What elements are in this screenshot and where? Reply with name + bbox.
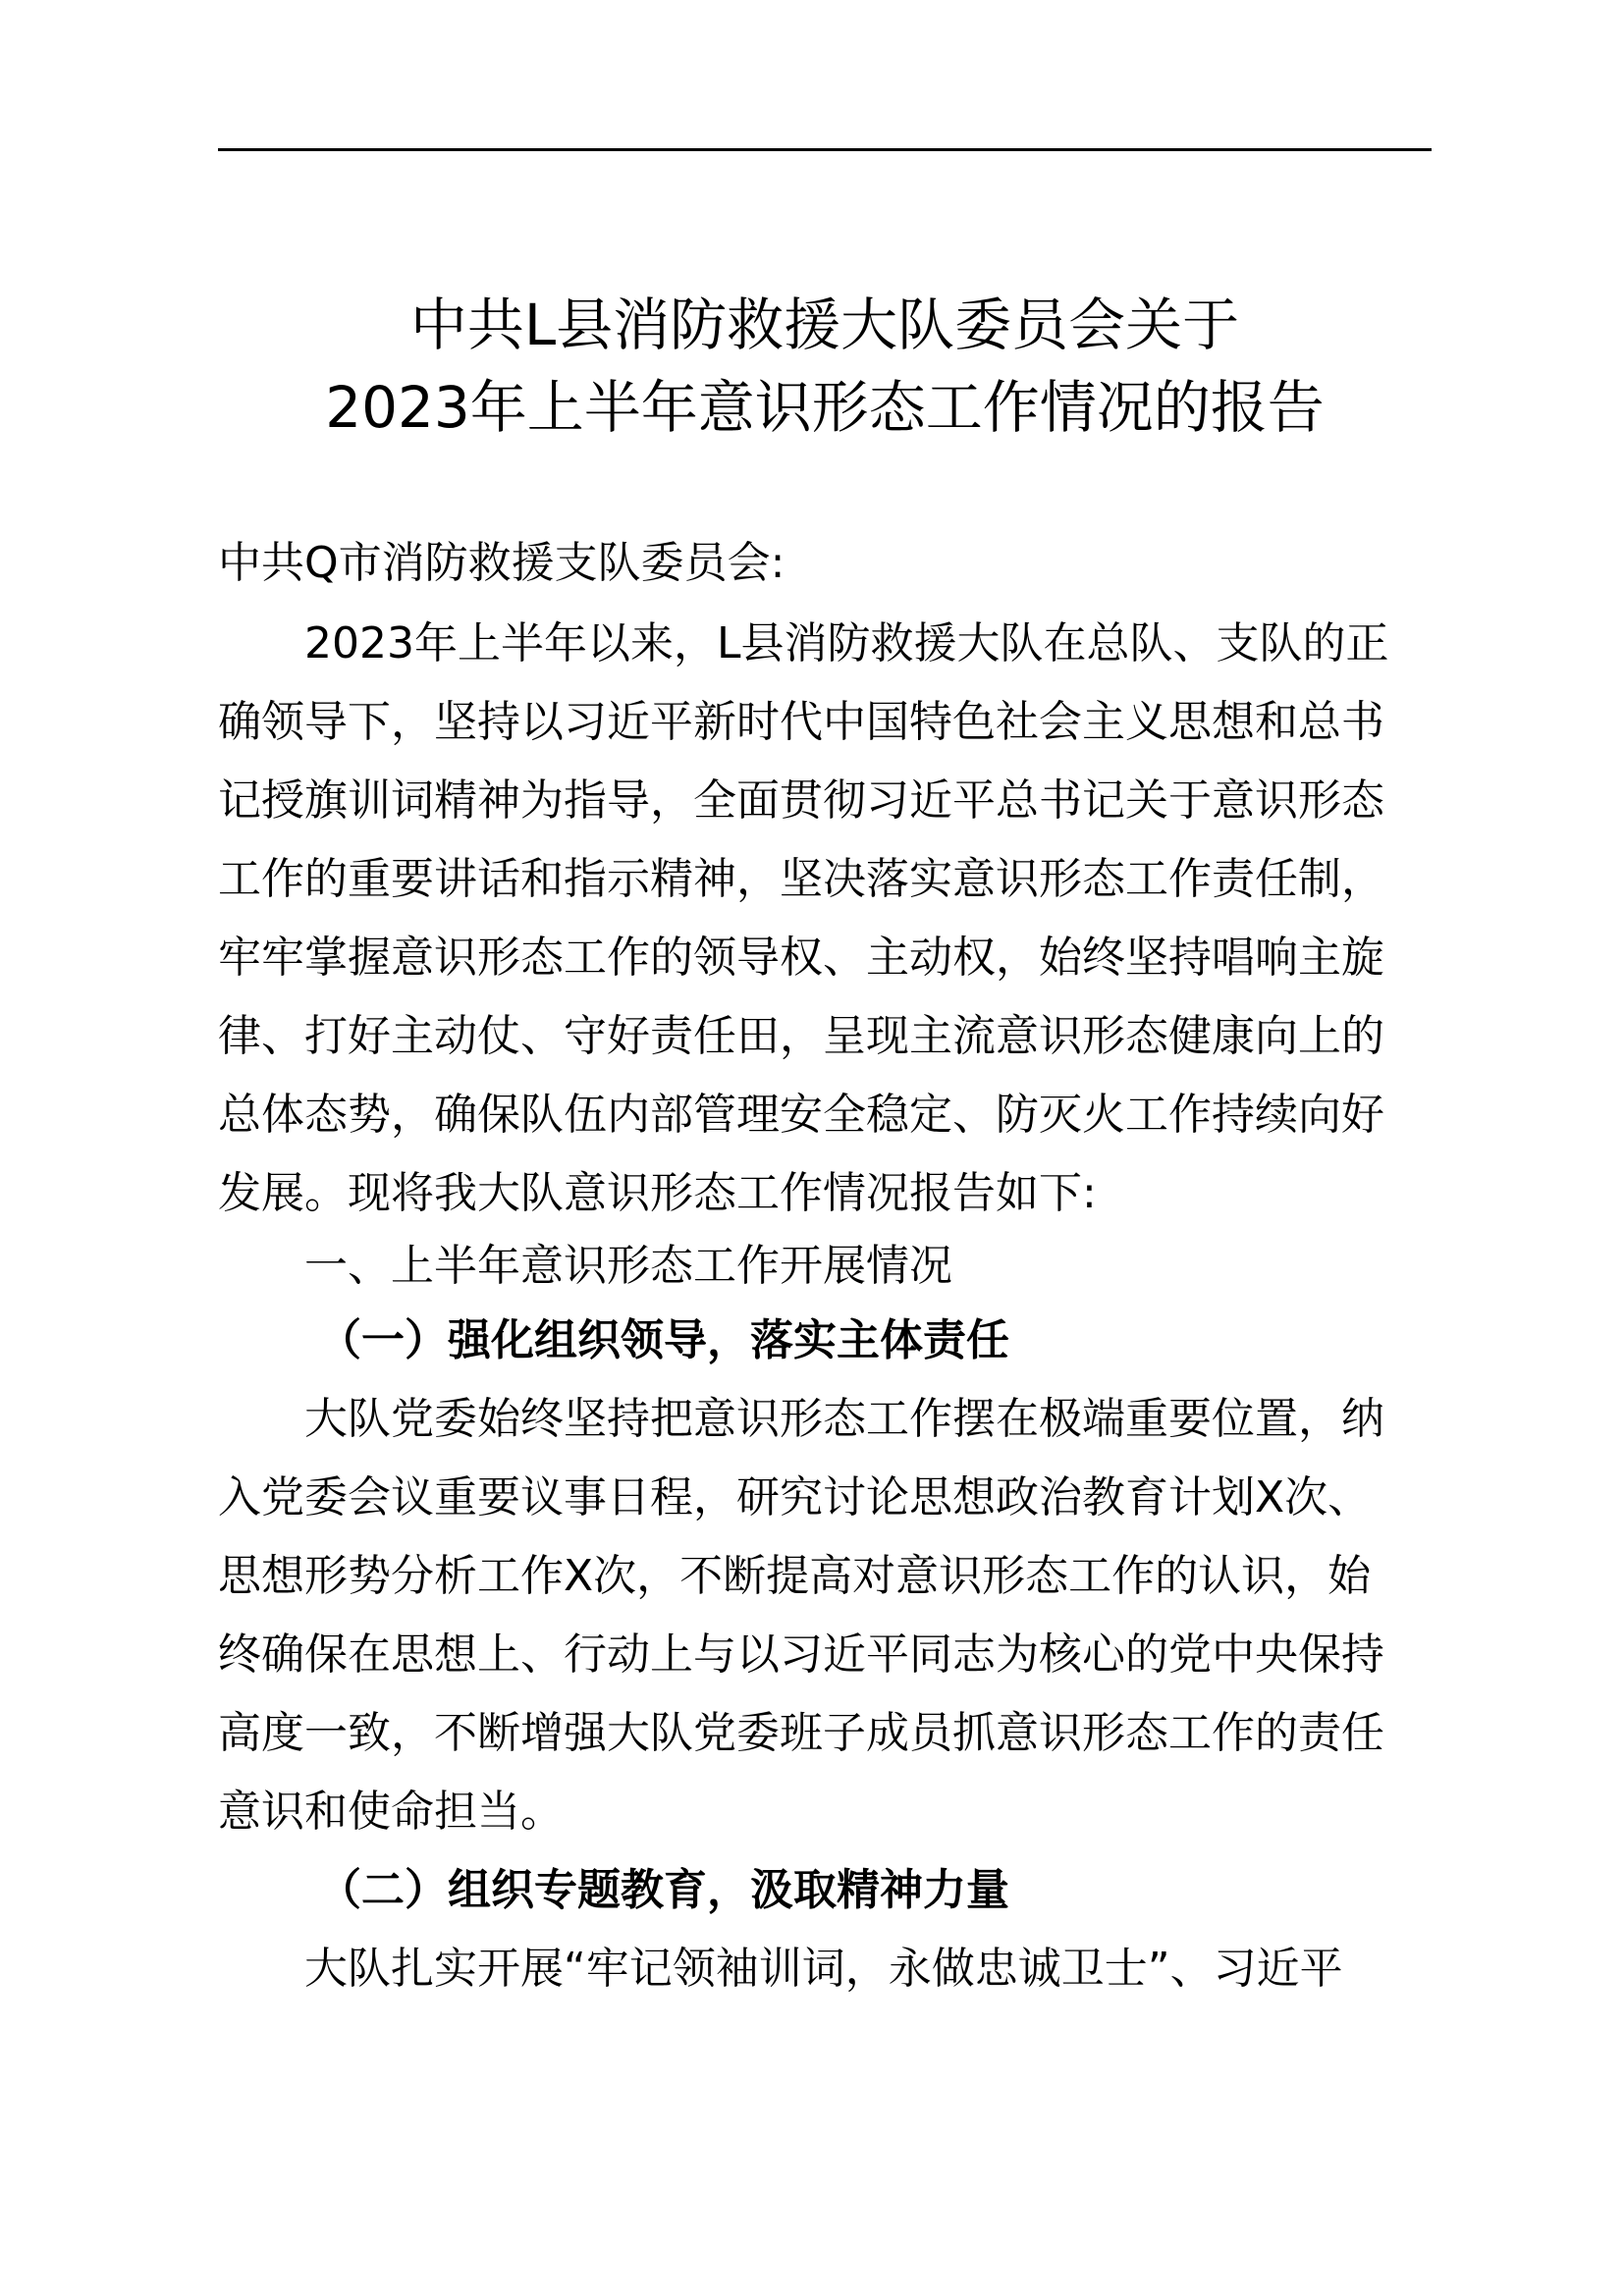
intro-line: 记授旗训词精神为指导，全面贯彻习近平总书记关于意识形态 [218, 775, 1384, 826]
document-title-line-1: 中共L县消防救援大队委员会关于 [409, 292, 1240, 358]
header-rule [218, 148, 1432, 151]
subsection-heading: （一）强化组织领导，落实主体责任 [318, 1315, 1009, 1365]
paragraph-line: 大队扎实开展“牢记领袖训词，永做忠诚卫士”、习近平 [304, 1944, 1343, 1994]
intro-line: 发展。现将我大队意识形态工作情况报告如下: [218, 1168, 1097, 1218]
intro-line: 牢牢掌握意识形态工作的领导权、主动权，始终坚持唱响主旋 [218, 933, 1384, 983]
paragraph-line: 思想形势分析工作X次，不断提高对意识形态工作的认识，始 [218, 1551, 1372, 1601]
intro-line: 律、打好主动仗、守好责任田，呈现主流意识形态健康向上的 [218, 1011, 1384, 1061]
paragraph-line: 入党委会议重要议事日程，研究讨论思想政治教育计划X次、 [218, 1472, 1372, 1522]
intro-line: 确领导下，坚持以习近平新时代中国特色社会主义思想和总书 [218, 697, 1384, 747]
paragraph-line: 大队党委始终坚持把意识形态工作摆在极端重要位置，纳 [304, 1394, 1384, 1444]
paragraph-line: 意识和使命担当。 [218, 1787, 564, 1837]
intro-line: 总体态势，确保队伍内部管理安全稳定、防灭火工作持续向好 [218, 1090, 1384, 1140]
intro-line: 2023年上半年以来，L县消防救援大队在总队、支队的正 [304, 618, 1389, 668]
paragraph-line: 高度一致，不断增强大队党委班子成员抓意识形态工作的责任 [218, 1708, 1384, 1758]
subsection-heading: （二）组织专题教育，汲取精神力量 [318, 1865, 1009, 1915]
intro-line: 工作的重要讲话和指示精神，坚决落实意识形态工作责任制， [218, 854, 1384, 904]
document-title-line-2: 2023年上半年意识形态工作情况的报告 [325, 374, 1325, 441]
salutation: 中共Q市消防救援支队委员会: [218, 538, 785, 588]
section-heading: 一、上半年意识形态工作开展情况 [304, 1241, 952, 1291]
paragraph-line: 终确保在思想上、行动上与以习近平同志为核心的党中央保持 [218, 1629, 1384, 1680]
